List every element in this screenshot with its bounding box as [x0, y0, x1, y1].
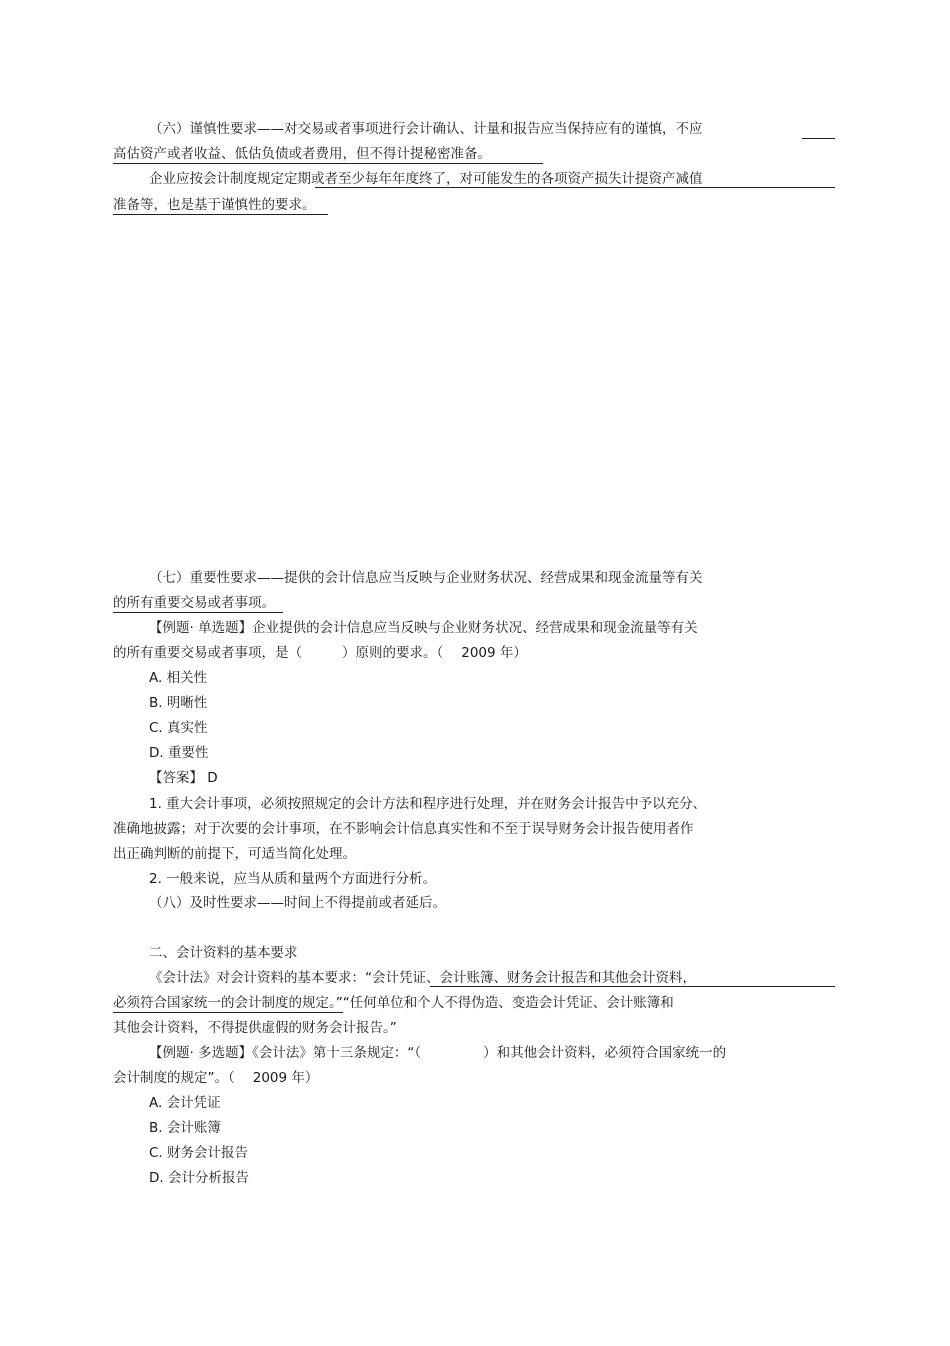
example1-explanation1-line1: 1. 重大会计事项，必须按照规定的会计方法和程序进行处理，并在财务会计报告中予以充分、: [149, 796, 707, 812]
example1-line1: 【例题· 单选题】企业提供的会计信息应当反映与企业财务状况、经营成果和现金流量等有关: [149, 620, 698, 636]
example2-option-d: D. 会计分析报告: [149, 1170, 249, 1186]
underline-rule: [802, 138, 835, 139]
part2-line2: [113, 994, 674, 1012]
example2-option-a: A. 会计凭证: [149, 1095, 221, 1111]
section6-line2-text: 高估资产或者收益、低估负债或者费用，但不得计提秘密准备。: [113, 146, 543, 164]
example1-explanation1-line2: 准确地披露；对于次要的会计事项，在不影响会计信息真实性和不至于误导财务会计报告使用者作: [113, 821, 694, 837]
example2-line1: [149, 1044, 726, 1062]
part2-line2-b: “任何单位和个人不得伪造、变造会计凭证、会计账簿和: [342, 995, 674, 1011]
example2-line1-b: ）和其他会计资料，必须符合国家统一的: [483, 1045, 727, 1061]
example2-option-b: B. 会计账簿: [149, 1120, 221, 1136]
example2-option-c: C. 财务会计报告: [149, 1145, 249, 1161]
section7-line1: （七）重要性要求——提供的会计信息应当反映与企业财务状况、经营成果和现金流量等有关: [149, 570, 703, 586]
example1-line2-b: ）原则的要求。（: [342, 645, 444, 661]
example1-explanation2: 2. 一般来说，应当从质和量两个方面进行分析。: [149, 871, 437, 887]
example2-line2-a: 会计制度的规定”。（: [113, 1070, 235, 1086]
example1-line2-a: 的所有重要交易或者事项，是（: [113, 645, 302, 661]
section8-line: （八）及时性要求——时间上不得提前或者延后。: [149, 895, 446, 911]
section6-line1: （六）谨慎性要求——对交易或者事项进行会计确认、计量和报告应当保持应有的谨慎，不应: [149, 121, 703, 137]
section6-line4-text: 准备等，也是基于谨慎性的要求。: [113, 197, 328, 215]
section7-line2-text: 的所有重要交易或者事项。: [113, 595, 283, 613]
example1-option-b: B. 明晰性: [149, 695, 208, 711]
example1-option-a: A. 相关性: [149, 670, 208, 686]
example1-option-d: D. 重要性: [149, 745, 209, 761]
part2-line2-a: 必须符合国家统一的会计制度的规定。”: [113, 995, 343, 1011]
section6-line4: [113, 196, 328, 214]
part2-line1: 《会计法》对会计资料的基本要求：“会计凭证、会计账簿、财务会计报告和其他会计资料，: [149, 970, 696, 986]
part2-heading: 二、会计资料的基本要求: [149, 945, 298, 961]
section7-line2: [113, 594, 283, 612]
example1-line2-c: 2009 年）: [461, 645, 527, 661]
section6-line2: [113, 145, 543, 163]
example2-line1-a: 【例题· 多选题】《会计法》第十三条规定：“（: [149, 1045, 422, 1061]
part2-line3: 其他会计资料，不得提供虚假的财务会计报告。”: [113, 1020, 397, 1036]
example1-explanation1-line3: 出正确判断的前提下，可适当简化处理。: [113, 846, 356, 862]
underline-rule: [430, 986, 835, 987]
underline-rule: [315, 187, 835, 188]
example2-line2-b: 2009 年）: [252, 1070, 319, 1086]
example1-answer: 【答案】 D: [149, 770, 218, 786]
example1-line2: [113, 644, 527, 662]
example1-option-c: C. 真实性: [149, 720, 208, 736]
example2-line2: [113, 1069, 318, 1087]
section6-line3: 企业应按会计制度规定定期或者至少每年年度终了，对可能发生的各项资产损失计提资产减值: [149, 171, 703, 187]
